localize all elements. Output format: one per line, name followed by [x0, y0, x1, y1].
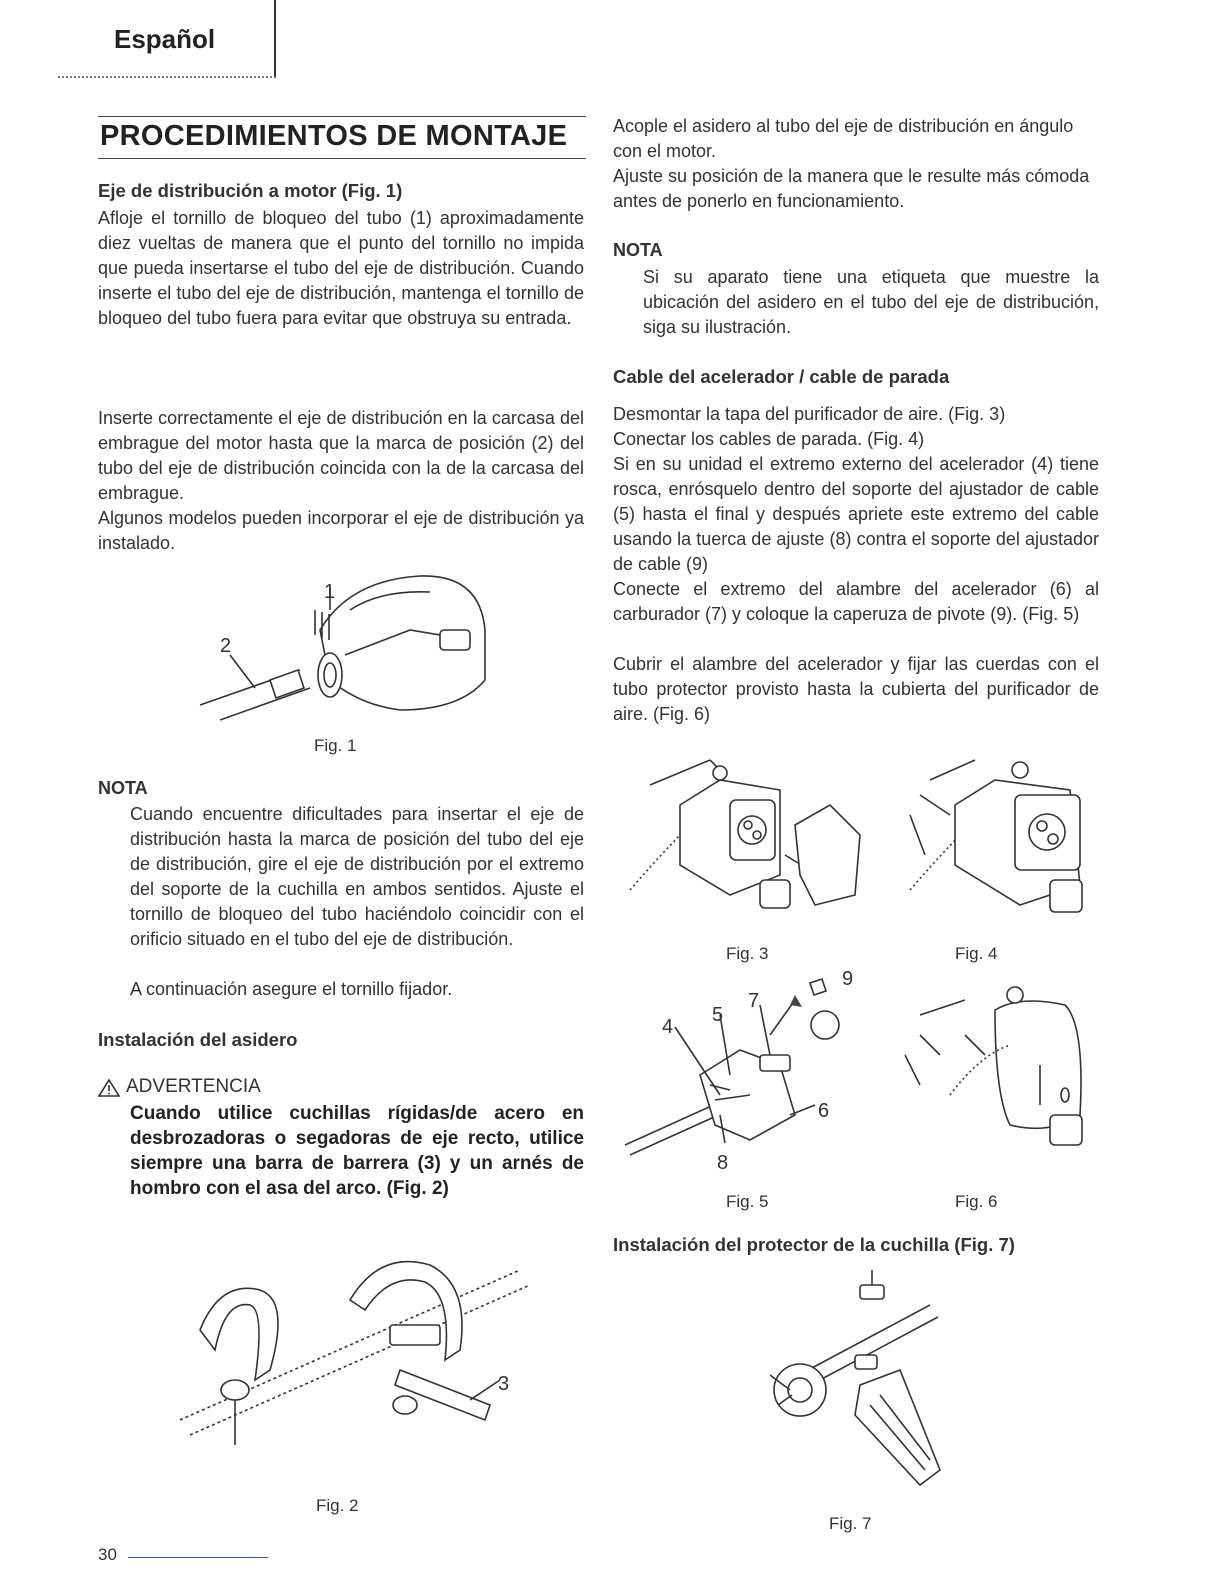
figure-2-label-3: 3: [498, 1373, 510, 1395]
handle-paragraph-2: Ajuste su posición de la manera que le resulte más cómoda antes de ponerlo en funcionamiento.: [613, 166, 1090, 211]
section-heading-throttle-cable: Cable del acelerador / cable de parada: [613, 366, 950, 387]
throttle-line-3: Si en su unidad el extremo externo del acelerador (4) tiene rosca, enrósquelo dentro del soporte del ajustador de cable (5) hasta el final y después apriete este extremo del cable usando la tuerca de ajuste (8) contra el soporte del ajustador de cable (9): [613, 454, 1099, 574]
nota-title-right: NOTA: [613, 240, 663, 260]
figure-6-protective-tube-drawing: [900, 975, 1100, 1165]
page-title: PROCEDIMIENTOS DE MONTAJE: [98, 116, 586, 159]
nota-text-left: Cuando encuentre dificultades para insertar el eje de distribución hasta la marca de posición del tubo del eje de distribución, gire el eje de distribución por el extremo del soporte de la cuchilla en ambos sentidos. Ajuste el tornillo de bloqueo del tubo haciéndolo coincidir con el orificio situado en el tubo del eje de distribución.: [130, 804, 584, 949]
figure-5-caption: Fig. 5: [726, 1192, 769, 1211]
footer-rule: [128, 1557, 268, 1558]
figure-1-label-1: 1: [324, 581, 336, 603]
figure-7-caption: Fig. 7: [829, 1514, 872, 1533]
section-heading-handle: Instalación del asidero: [98, 1029, 298, 1050]
figure-5-carburetor-drawing: [620, 965, 880, 1175]
drive-shaft-paragraph-1: Afloje el tornillo de bloqueo del tubo (1) aproximadamente diez vueltas de manera que el punto del tornillo no impida que pueda insertarse el tubo del eje de distribución. Cuando inserte el tubo del eje de distribución, mantenga el tornillo de bloqueo del tubo fuera para evitar que obstruya su entrada.: [98, 208, 584, 328]
nota-title-left: NOTA: [98, 778, 148, 798]
nota-text-right: Si su aparato tiene una etiqueta que muestre la ubicación del asidero en el tubo del eje de distribución, siga su ilustración.: [643, 267, 1099, 337]
figure-5-label-9: 9: [842, 968, 854, 990]
figure-3-caption: Fig. 3: [726, 944, 769, 963]
figure-5-label-7: 7: [748, 990, 760, 1012]
section-heading-drive-shaft: Eje de distribución a motor (Fig. 1): [98, 180, 403, 201]
figure-5-label-8: 8: [717, 1152, 729, 1174]
throttle-line-1: Desmontar la tapa del purificador de aire. (Fig. 3): [613, 404, 1006, 424]
figure-5-label-6: 6: [818, 1100, 830, 1122]
figure-4-stop-cables-drawing: [900, 755, 1100, 935]
handle-paragraph-1: Acople el asidero al tubo del eje de distribución en ángulo con el motor.: [613, 116, 1074, 161]
figure-1-label-2: 2: [220, 635, 232, 657]
drive-shaft-paragraph-3: Algunos modelos pueden incorporar el eje de distribución ya instalado.: [98, 508, 584, 553]
drive-shaft-paragraph-2: Inserte correctamente el eje de distribución en la carcasa del embrague del motor hasta que la marca de posición (2) del tubo del eje de distribución coincida con la de la carcasa del embrague.: [98, 408, 584, 503]
warning-text: Cuando utilice cuchillas rígidas/de acero en desbrozadoras o segadoras de eje recto, utilice siempre una barra de barrera (3) y un arnés de hombro con el asa del arco. (Fig. 2): [130, 1103, 584, 1199]
figure-4-caption: Fig. 4: [955, 944, 998, 963]
figure-6-caption: Fig. 6: [955, 1192, 998, 1211]
warning-triangle-icon: [98, 1078, 120, 1098]
nota-text-left-2: A continuación asegure el tornillo fijador.: [130, 979, 453, 999]
language-label: Español: [114, 24, 216, 54]
page-number: 30: [98, 1545, 117, 1564]
throttle-line-2: Conectar los cables de parada. (Fig. 4): [613, 429, 925, 449]
figure-3-air-cleaner-drawing: [620, 755, 880, 925]
section-heading-blade-guard: Instalación del protector de la cuchilla (Fig. 7): [613, 1234, 1015, 1255]
figure-5-label-5: 5: [712, 1004, 724, 1026]
figure-5-label-4: 4: [662, 1016, 674, 1038]
figure-1-engine-drawing: [180, 570, 500, 730]
throttle-line-5: Cubrir el alambre del acelerador y fijar las cuerdas con el tubo protector provisto hasta la cubierta del purificador de aire. (Fig. 6): [613, 654, 1099, 724]
figure-2-caption: Fig. 2: [316, 1496, 359, 1515]
figure-1-caption: Fig. 1: [314, 736, 357, 755]
figure-2-handle-drawing: [160, 1230, 560, 1470]
figure-7-blade-guard-drawing: [760, 1265, 960, 1515]
warning-title: ADVERTENCIA: [126, 1076, 261, 1097]
throttle-line-4: Conecte el extremo del alambre del acelerador (6) al carburador (7) y coloque la caperuza de pivote (9). (Fig. 5): [613, 579, 1099, 624]
